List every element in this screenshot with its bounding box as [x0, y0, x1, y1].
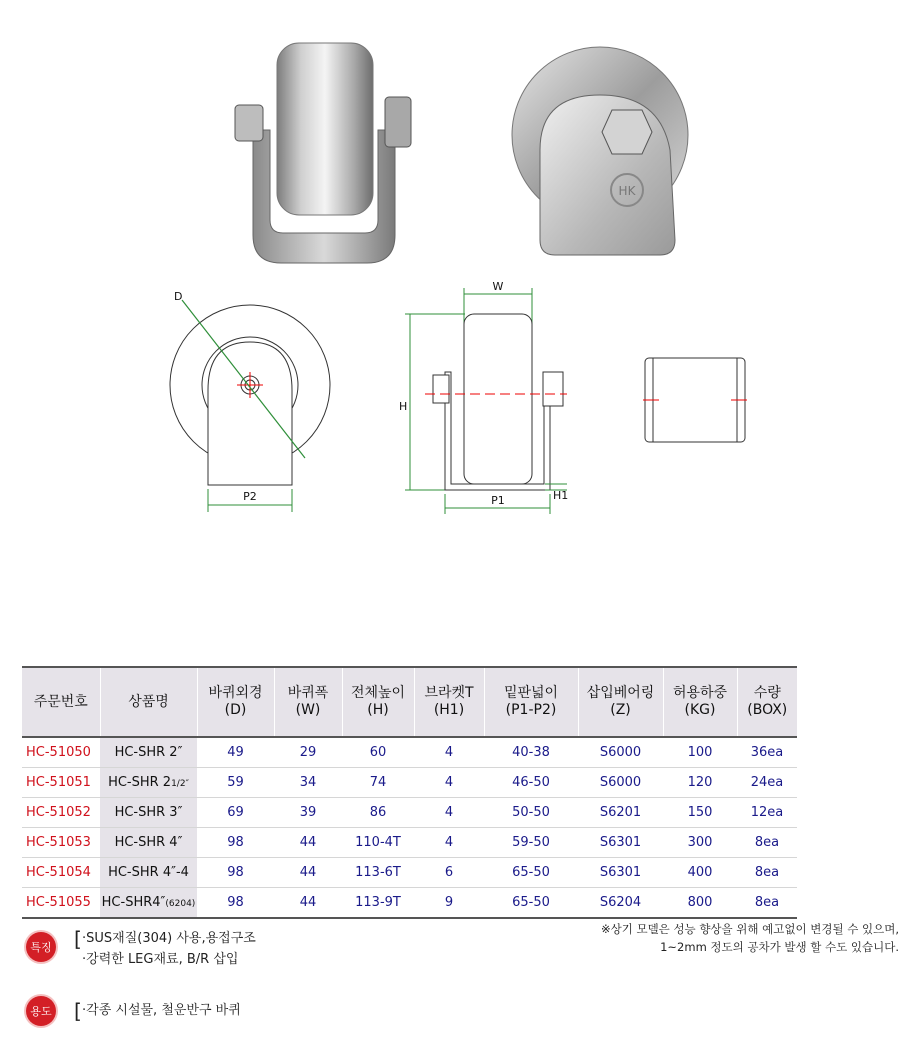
header-wheel-diameter: 바퀴외경 (D): [197, 667, 274, 737]
usage-badge: 용도: [26, 996, 56, 1026]
header-product-name: 상품명: [100, 667, 197, 737]
product-name: HC-SHR 4″-4: [100, 858, 197, 888]
cell-h: 60: [342, 737, 414, 768]
drawing-side-view: [160, 280, 345, 515]
cell-h: 74: [342, 768, 414, 798]
label-h1: H1: [553, 489, 569, 502]
label-w: W: [492, 280, 504, 293]
cell-w: 34: [274, 768, 342, 798]
cell-w: 44: [274, 888, 342, 919]
cell-box: 12ea: [737, 798, 797, 828]
header-quantity: 수량 (BOX): [737, 667, 797, 737]
header-base-plate: 밑판넓이 (P1-P2): [484, 667, 578, 737]
order-code: HC-51053: [22, 828, 100, 858]
order-code: HC-51051: [22, 768, 100, 798]
header-wheel-width: 바퀴폭 (W): [274, 667, 342, 737]
cell-w: 29: [274, 737, 342, 768]
cell-box: 8ea: [737, 888, 797, 919]
cell-h: 110-4T: [342, 828, 414, 858]
cell-box: 8ea: [737, 858, 797, 888]
product-name: HC-SHR 4″: [100, 828, 197, 858]
cell-p: 65-50: [484, 888, 578, 919]
cell-d: 98: [197, 888, 274, 919]
header-order-no: 주문번호: [22, 667, 100, 737]
header-load: 허용하중 (KG): [663, 667, 737, 737]
table-row: [22, 888, 797, 919]
label-p1: P1: [491, 494, 505, 507]
header-total-height: 전체높이 (H): [342, 667, 414, 737]
drawing-wheel-top-view: [635, 350, 755, 450]
usage-list: [82, 1000, 241, 1021]
cell-kg: 150: [663, 798, 737, 828]
cell-w: 44: [274, 858, 342, 888]
cell-p: 40-38: [484, 737, 578, 768]
label-d: D: [174, 290, 183, 303]
notice-line-1: ※상기 모델은 성능 향상을 위해 예고없이 변경될 수 있으며,: [600, 922, 899, 936]
notice: [479, 920, 899, 956]
order-code: HC-51054: [22, 858, 100, 888]
cell-d: 98: [197, 858, 274, 888]
table-row: [22, 858, 797, 888]
cell-h: 113-6T: [342, 858, 414, 888]
cell-d: 59: [197, 768, 274, 798]
cell-box: 36ea: [737, 737, 797, 768]
cell-z: S6201: [578, 798, 663, 828]
usage-line: ·각종 시설물, 철운반구 바퀴: [82, 1003, 241, 1018]
cell-p: 50-50: [484, 798, 578, 828]
product-photo-side: [500, 40, 700, 265]
drawing-front-view: [395, 280, 585, 515]
features-list: [82, 928, 256, 970]
cell-kg: 300: [663, 828, 737, 858]
cell-p: 46-50: [484, 768, 578, 798]
usage-bracket: [: [74, 999, 82, 1023]
cell-h1: 6: [414, 858, 484, 888]
cell-h1: 4: [414, 768, 484, 798]
cell-kg: 100: [663, 737, 737, 768]
label-p2: P2: [243, 490, 257, 503]
cell-p: 59-50: [484, 828, 578, 858]
cell-kg: 120: [663, 768, 737, 798]
feature-line: ·SUS재질(304) 사용,용접구조: [82, 931, 256, 946]
cell-kg: 400: [663, 858, 737, 888]
cell-z: S6204: [578, 888, 663, 919]
order-code: HC-51055: [22, 888, 100, 919]
cell-d: 49: [197, 737, 274, 768]
cell-w: 39: [274, 798, 342, 828]
table-row: [22, 828, 797, 858]
cell-kg: 800: [663, 888, 737, 919]
label-h: H: [399, 400, 408, 413]
table-row: [22, 737, 797, 768]
table-row: [22, 768, 797, 798]
cell-h: 113-9T: [342, 888, 414, 919]
cell-z: S6000: [578, 737, 663, 768]
cell-h: 86: [342, 798, 414, 828]
cell-h1: 4: [414, 798, 484, 828]
features-badge: 특징: [26, 932, 56, 962]
table-row: [22, 798, 797, 828]
cell-d: 69: [197, 798, 274, 828]
spec-table: [22, 666, 797, 919]
cell-z: S6000: [578, 768, 663, 798]
product-name: HC-SHR 21/2″: [100, 768, 197, 798]
table-header-row: [22, 667, 797, 737]
product-name: HC-SHR4″(6204): [100, 888, 197, 919]
cell-w: 44: [274, 828, 342, 858]
cell-box: 8ea: [737, 828, 797, 858]
cell-h1: 4: [414, 737, 484, 768]
cell-d: 98: [197, 828, 274, 858]
cell-z: S6301: [578, 828, 663, 858]
order-code: HC-51050: [22, 737, 100, 768]
cell-h1: 4: [414, 828, 484, 858]
cell-box: 24ea: [737, 768, 797, 798]
header-bracket-thickness: 브라켓T (H1): [414, 667, 484, 737]
feature-line: ·강력한 LEG재료, B/R 삽입: [82, 952, 239, 967]
header-bearing: 삽입베어링 (Z): [578, 667, 663, 737]
cell-h1: 9: [414, 888, 484, 919]
product-name: HC-SHR 3″: [100, 798, 197, 828]
notice-line-2: 1~2mm 정도의 공차가 발생 할 수도 있습니다.: [660, 940, 899, 954]
hk-logo: HK: [618, 184, 636, 198]
cell-p: 65-50: [484, 858, 578, 888]
features-bracket: [: [74, 927, 82, 951]
product-name: HC-SHR 2″: [100, 737, 197, 768]
product-photo-front: [225, 35, 425, 270]
order-code: HC-51052: [22, 798, 100, 828]
cell-z: S6301: [578, 858, 663, 888]
